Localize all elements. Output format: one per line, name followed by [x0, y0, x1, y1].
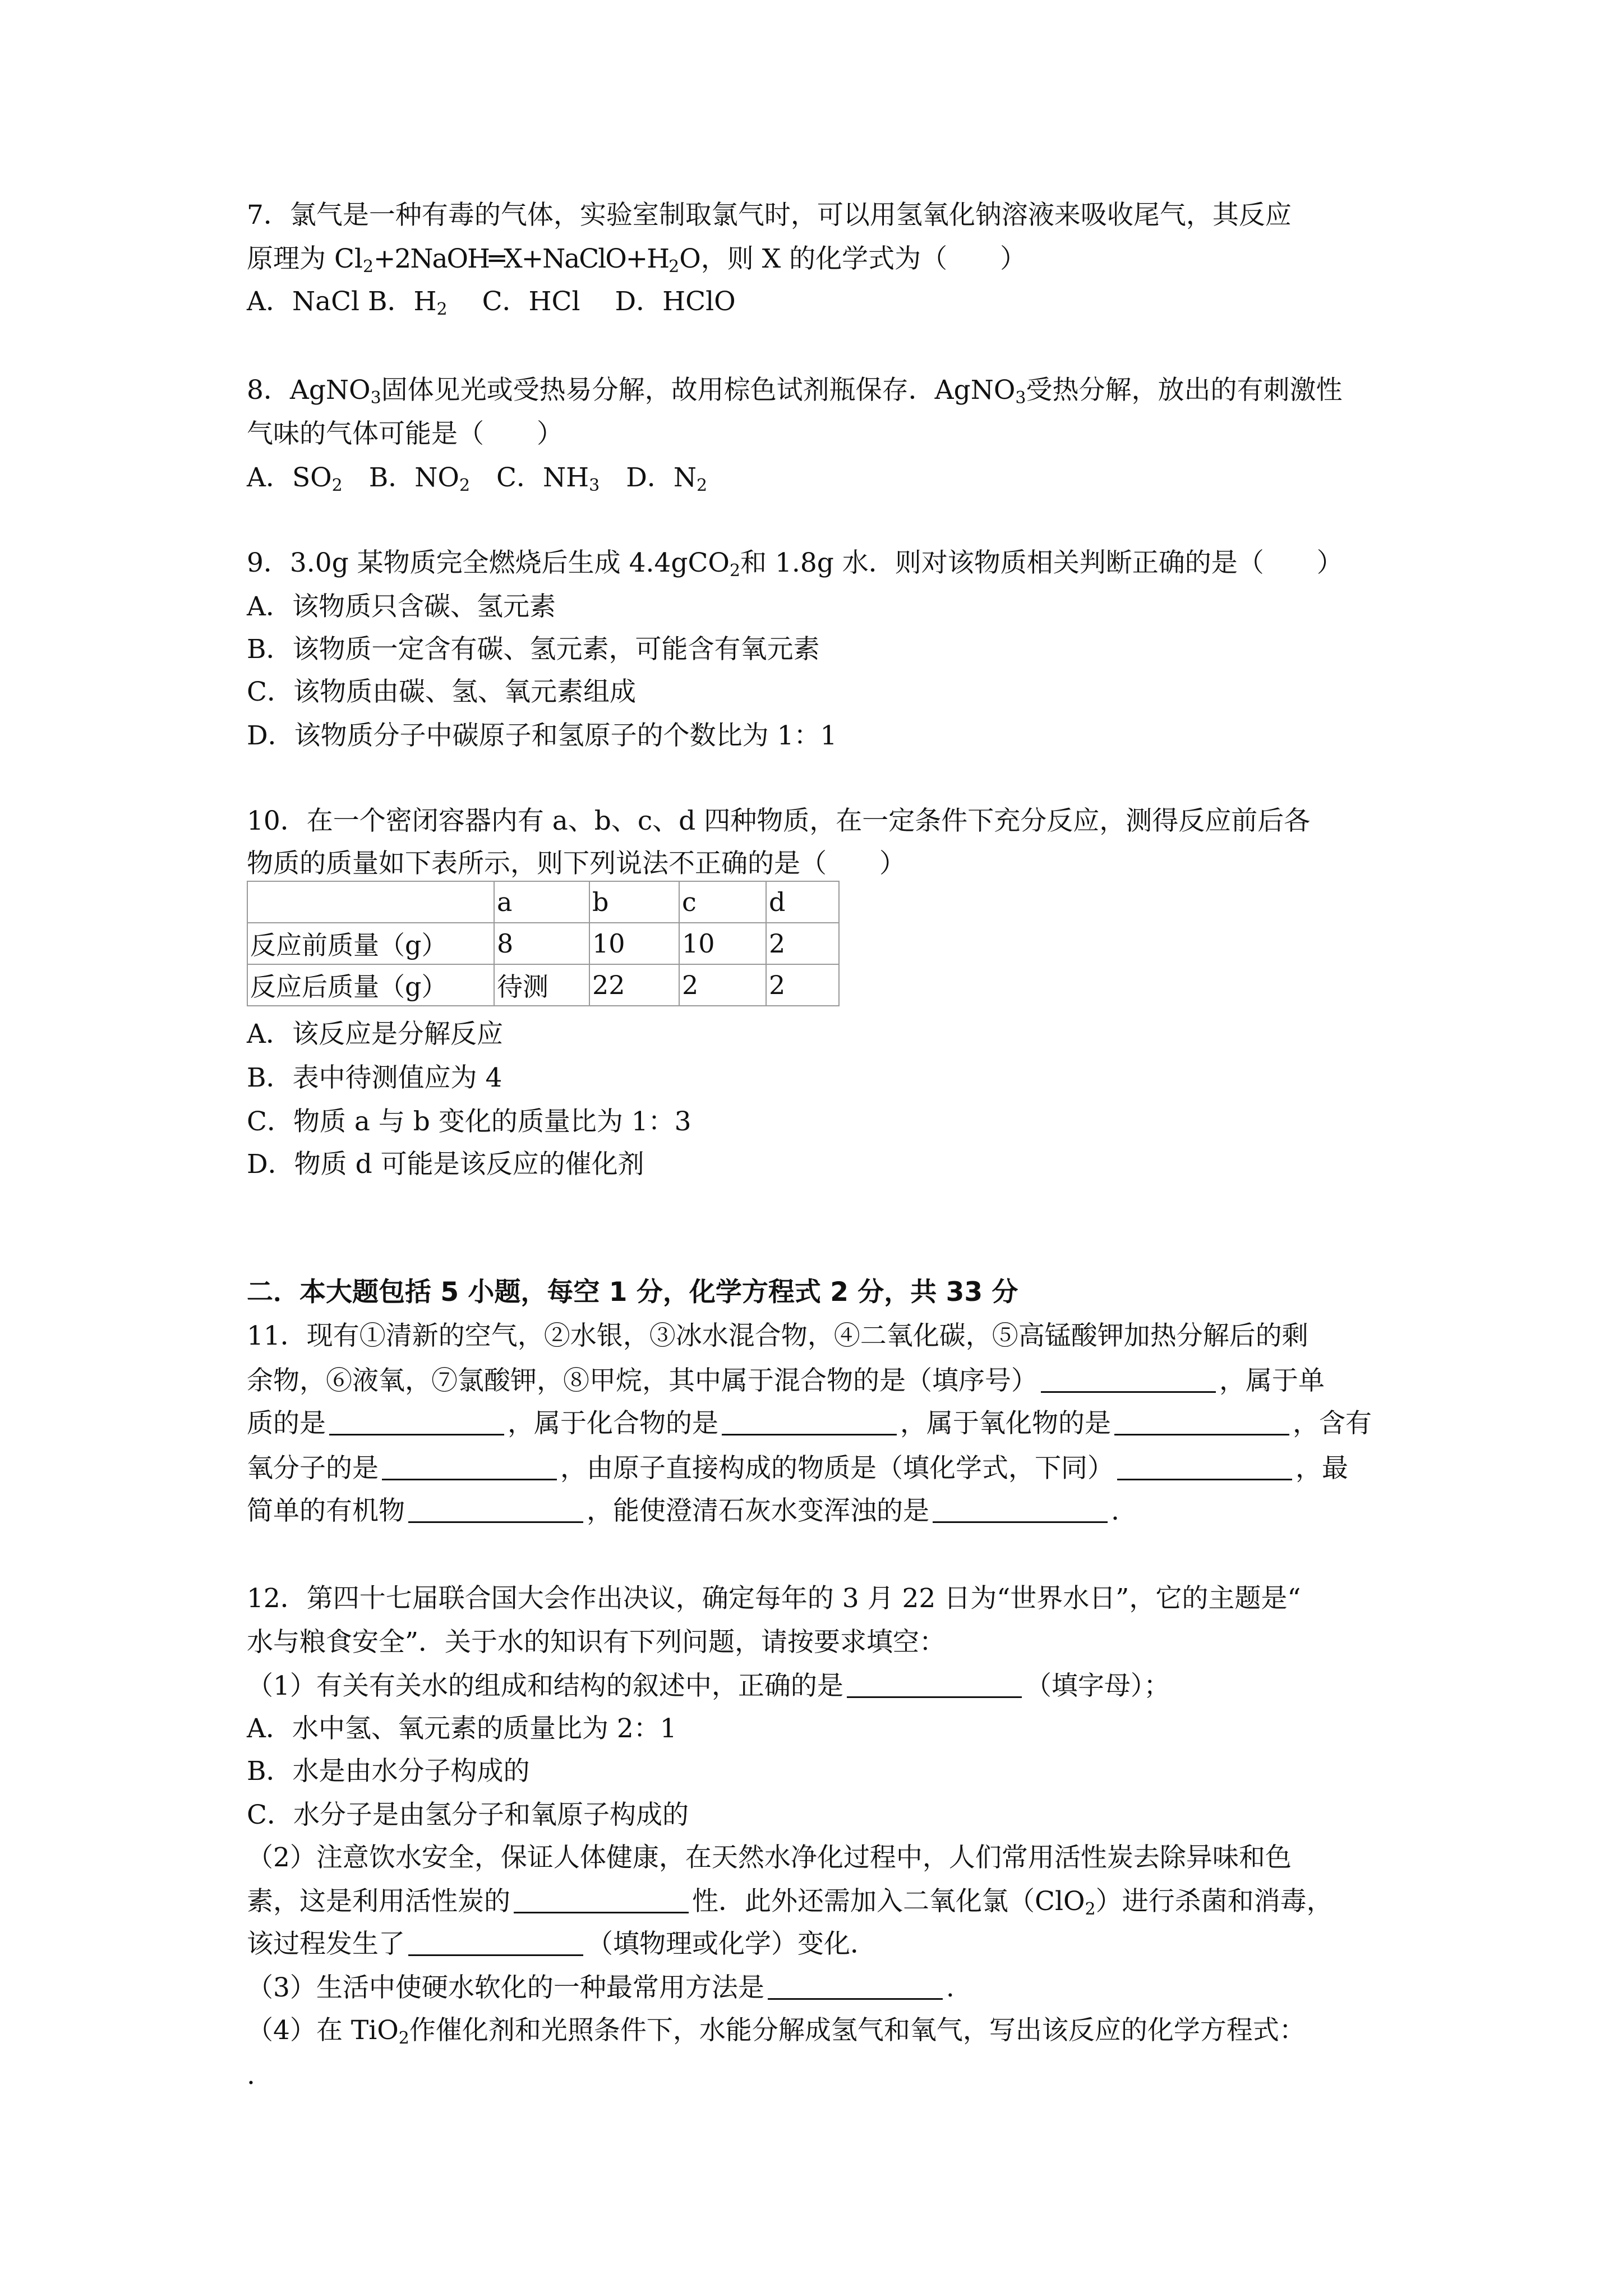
q8-text: 8．AgNO	[247, 375, 371, 406]
q12-text: ）进行杀菌和消毒，	[1095, 1886, 1333, 1917]
table-header-row	[247, 881, 839, 923]
section2-heading	[247, 1276, 1018, 1309]
q9-subscript: 2	[729, 561, 741, 581]
q7-line1	[247, 199, 1292, 232]
answer-blank[interactable]	[1041, 1366, 1216, 1393]
q7-text: 原理为 Cl	[247, 243, 363, 274]
q8-line2	[247, 417, 563, 451]
q12-part1-option-a	[247, 1712, 677, 1746]
q10-mass-table	[247, 881, 840, 1006]
q10-line2	[247, 847, 906, 881]
q12-text: .	[247, 2060, 255, 2091]
q8-subscript: 2	[697, 476, 708, 495]
q8-text: 受热分解，放出的有刺激性	[1026, 375, 1343, 406]
q12-text: .	[946, 1972, 955, 2003]
answer-blank[interactable]	[722, 1409, 897, 1435]
table-cell: c	[679, 881, 766, 923]
q8-subscript: 3	[589, 476, 600, 495]
q8-option-a: A．SO	[247, 462, 332, 493]
answer-blank[interactable]	[514, 1887, 689, 1913]
q12-text: （2）注意饮水安全，保证人体健康，在天然水净化过程中，人们常用活性炭去除异味和色	[247, 1842, 1292, 1873]
q8-text: 固体见光或受热易分解，故用棕色试剂瓶保存．AgNO	[381, 375, 1016, 406]
q11-text: ，属于化合物的是	[508, 1408, 718, 1439]
q7-stem-text: 7．氯气是一种有毒的气体，实验室制取氯气时，可以用氢氧化钠溶液来吸收尾气，其反应	[247, 200, 1292, 231]
q7-equation: +2NaOH═X+NaClO+H	[374, 243, 669, 274]
table-cell: 2	[679, 964, 766, 1006]
q12-text: 该过程发生了	[247, 1929, 405, 1959]
q12-subscript: 2	[398, 2028, 409, 2048]
q12-part4-end	[247, 2059, 255, 2092]
q7-subscript: 2	[362, 257, 374, 277]
q12-text: 素，这是利用活性炭的	[247, 1886, 510, 1917]
table-cell: 待测	[494, 964, 589, 1006]
q9-option-text: D．该物质分子中碳原子和氢原子的个数比为 1：1	[247, 720, 837, 751]
q11-line4	[247, 1452, 1348, 1485]
q12-text: 12．第四十七届联合国大会作出决议，确定每年的 3 月 22 日为“世界水日”，它的主题是“	[247, 1583, 1301, 1614]
answer-blank[interactable]	[933, 1497, 1108, 1523]
q8-subscript: 2	[331, 476, 343, 495]
q12-text: （3）生活中使硬水软化的一种最常用方法是	[247, 1972, 764, 2003]
q12-part1	[247, 1669, 1170, 1703]
q8-option-d: D．N	[600, 462, 697, 493]
q8-options	[247, 461, 707, 495]
q12-part1-option-b	[247, 1755, 530, 1788]
q8-option-b: B．NO	[342, 462, 459, 493]
q11-text: .	[1111, 1496, 1119, 1526]
q11-text: 余物，⑥液氧，⑦氯酸钾，⑧甲烷，其中属于混合物的是（填序号）	[247, 1365, 1038, 1396]
q11-text: 质的是	[247, 1408, 326, 1439]
q9-option-text: A．该物质只含碳、氢元素	[247, 591, 556, 622]
answer-blank[interactable]	[1117, 1454, 1292, 1480]
q11-text: ，属于单	[1219, 1365, 1325, 1396]
table-cell	[247, 881, 494, 923]
q11-text: ，最	[1295, 1453, 1348, 1484]
q10-option-a	[247, 1018, 503, 1051]
q12-subscript: 2	[1085, 1899, 1096, 1919]
q11-line1	[247, 1319, 1308, 1353]
q9-option-d	[247, 719, 837, 753]
q8-subscript: 2	[459, 476, 471, 495]
q12-part2-line3	[247, 1927, 877, 1961]
q10-option-c	[247, 1105, 691, 1139]
q9-text: 和 1.8g 水．则对该物质相关判断正确的是（ ）	[740, 547, 1343, 578]
q12-text: 水与粮食安全”．关于水的知识有下列问题，请按要求填空：	[247, 1627, 946, 1658]
q11-line2	[247, 1364, 1325, 1398]
q10-option-text: B．表中待测值应为 4	[247, 1062, 502, 1093]
q12-text: （填字母）；	[1025, 1671, 1170, 1701]
q10-option-text: D．物质 d 可能是该反应的催化剂	[247, 1149, 644, 1180]
q7-subscript: 2	[668, 257, 680, 277]
table-cell: 22	[589, 964, 679, 1006]
q7-line2	[247, 242, 1026, 276]
q12-part2-line2	[247, 1885, 1333, 1918]
table-row	[247, 964, 839, 1006]
table-cell: 2	[766, 964, 839, 1006]
q12-line1	[247, 1582, 1301, 1616]
q11-text: ，由原子直接构成的物质是（填化学式，下同）	[560, 1453, 1114, 1484]
q7-option-text: C．HCl D．HClO	[447, 286, 736, 317]
q11-text: ，能使澄清石灰水变浑浊的是	[587, 1496, 929, 1526]
q12-option-text: B．水是由水分子构成的	[247, 1756, 530, 1787]
answer-blank[interactable]	[768, 1973, 943, 2000]
q9-option-b	[247, 633, 820, 666]
q12-part4	[247, 2014, 1306, 2047]
q12-text: 性．此外还需加入二氧化氯（ClO	[692, 1886, 1085, 1917]
q10-option-b	[247, 1061, 502, 1095]
q9-option-text: B．该物质一定含有碳、氢元素，可能含有氧元素	[247, 634, 820, 665]
q10-option-d	[247, 1148, 644, 1181]
q8-text: 气味的气体可能是（ ）	[247, 418, 563, 449]
q12-part1-option-c	[247, 1798, 689, 1832]
table-cell: b	[589, 881, 679, 923]
q9-line1	[247, 546, 1343, 580]
table-row	[247, 923, 839, 964]
q7-text: O，则 X 的化学式为（ ）	[679, 243, 1027, 274]
q9-option-text: C．该物质由碳、氢、氧元素组成	[247, 677, 636, 707]
q10-line1	[247, 804, 1310, 838]
q10-text: 10．在一个密闭容器内有 a、b、c、d 四种物质，在一定条件下充分反应，测得反应前后各	[247, 806, 1311, 836]
answer-blank[interactable]	[382, 1454, 557, 1480]
q12-part2-line1	[247, 1841, 1292, 1875]
q11-line3	[247, 1407, 1372, 1441]
answer-blank[interactable]	[408, 1930, 583, 1956]
answer-blank[interactable]	[329, 1409, 504, 1435]
answer-blank[interactable]	[847, 1672, 1022, 1698]
q8-line1	[247, 374, 1342, 407]
table-cell: 10	[679, 923, 766, 964]
q8-option-c: C．NH	[470, 462, 589, 493]
q9-option-a	[247, 590, 556, 624]
table-cell: 10	[589, 923, 679, 964]
q11-text: 氧分子的是	[247, 1453, 379, 1484]
q10-option-text: C．物质 a 与 b 变化的质量比为 1：3	[247, 1106, 691, 1137]
q11-text: 简单的有机物	[247, 1496, 405, 1526]
table-cell: d	[766, 881, 839, 923]
q11-line5	[247, 1494, 1119, 1528]
q9-text: 9．3.0g 某物质完全燃烧后生成 4.4gCO	[247, 547, 730, 578]
table-cell: a	[494, 881, 589, 923]
q12-part3	[247, 1971, 955, 2005]
q11-text: ，属于氧化物的是	[900, 1408, 1111, 1439]
q12-option-text: C．水分子是由氢分子和氧原子构成的	[247, 1800, 689, 1830]
q12-text: （填物理或化学）变化．	[587, 1929, 877, 1959]
table-cell: 反应前质量（g）	[247, 923, 494, 964]
q8-subscript: 3	[370, 388, 381, 408]
q12-line2	[247, 1626, 946, 1659]
table-cell: 反应后质量（g）	[247, 964, 494, 1006]
q7-option-text: A．NaCl B．H	[247, 286, 437, 317]
answer-blank[interactable]	[1114, 1409, 1289, 1435]
q7-subscript: 2	[436, 300, 448, 319]
q10-option-text: A．该反应是分解反应	[247, 1019, 503, 1050]
q12-text: （1）有关有关水的组成和结构的叙述中，正确的是	[247, 1671, 843, 1701]
section-title: 二．本大题包括 5 小题，每空 1 分，化学方程式 2 分，共 33 分	[247, 1277, 1018, 1308]
answer-blank[interactable]	[408, 1497, 583, 1523]
q12-option-text: A．水中氢、氧元素的质量比为 2：1	[247, 1713, 677, 1744]
q8-subscript: 3	[1015, 388, 1026, 408]
q9-option-c	[247, 675, 636, 709]
q10-text: 物质的质量如下表所示，则下列说法不正确的是（ ）	[247, 848, 906, 879]
table-cell: 2	[766, 923, 839, 964]
table-cell: 8	[494, 923, 589, 964]
q11-text: 11．现有①清新的空气，②水银，③冰水混合物，④二氧化碳，⑤高锰酸钾加热分解后的剩	[247, 1320, 1308, 1351]
q12-text: 作催化剂和光照条件下，水能分解成氢气和氧气，写出该反应的化学方程式：	[409, 2015, 1306, 2046]
q11-text: ，含有	[1293, 1408, 1372, 1439]
q12-text: （4）在 TiO	[247, 2015, 399, 2046]
q7-options	[247, 285, 736, 319]
